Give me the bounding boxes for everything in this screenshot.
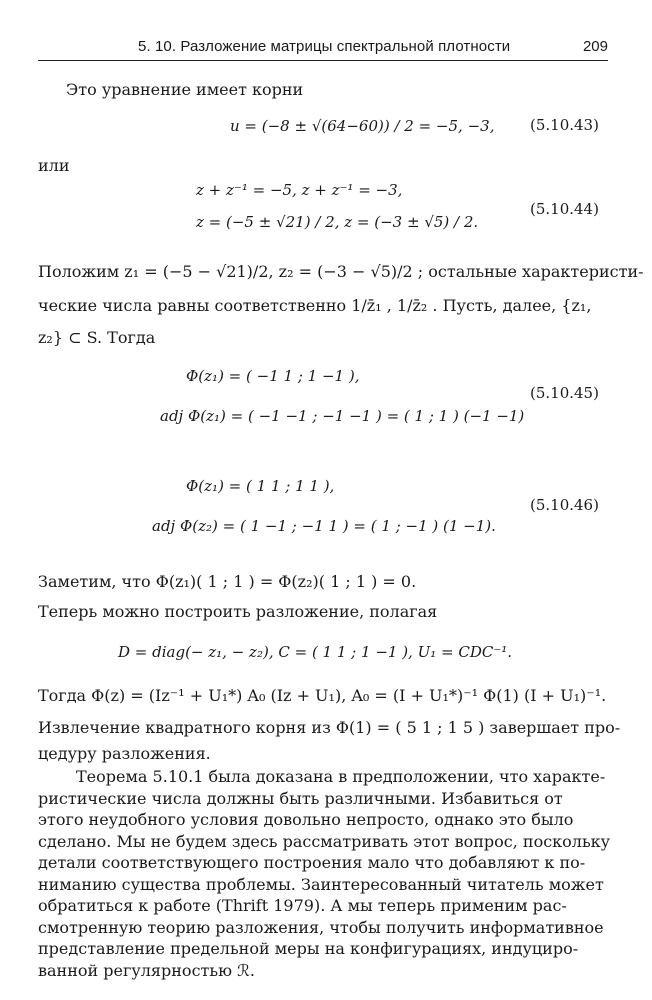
equation-number-5-10-45: (5.10.45) <box>530 384 599 402</box>
equation-5-10-46-line-2: adj Φ(z₂) = ( 1 −1 ; −1 1 ) = ( 1 ; −1 ) (1 −1). <box>152 517 496 535</box>
paragraph-line: представление предельной меры на конфигурациях, индуциро- <box>38 939 579 958</box>
let-line-3: z₂} ⊂ S. Тогда <box>38 328 156 347</box>
paragraph-line: детали соответствующего построения мало что добавляют к по- <box>38 853 586 872</box>
intro-text: Это уравнение имеет корни <box>66 80 304 99</box>
equation-5-10-45-line-2: adj Φ(z₁) = ( −1 −1 ; −1 −1 ) = ( 1 ; 1 ) (−1 −1) <box>160 407 525 425</box>
paragraph-line: сделано. Мы не будем здесь рассматривать этот вопрос, поскольку <box>38 831 611 851</box>
equation-5-10-45-line-1: Φ(z₁) = ( −1 1 ; 1 −1 ), <box>186 367 360 385</box>
equation-number-5-10-46: (5.10.46) <box>530 496 599 514</box>
equation-number-5-10-44: (5.10.44) <box>530 200 599 218</box>
sqrt-line-1: Извлечение квадратного корня из Φ(1) = ( 5 1 ; 1 5 ) завершает про- <box>38 718 621 737</box>
sqrt-line-2: цедуру разложения. <box>38 744 211 763</box>
equation-5-10-44-line-1: z + z⁻¹ = −5, z + z⁻¹ = −3, <box>196 181 403 199</box>
let-line-2: ческие числа равны соответственно 1/z̄₁ , 1/z̄₂ . Пусть, далее, {z₁, <box>38 296 592 315</box>
equation-5-10-44-line-2: z = (−5 ± √21) / 2, z = (−3 ± √5) / 2. <box>196 213 479 231</box>
decomposition-equation: D = diag(− z₁, − z₂), C = ( 1 1 ; 1 −1 ), U₁ = CDC⁻¹. <box>118 643 513 661</box>
running-header <box>38 38 608 61</box>
or-text: или <box>38 156 70 175</box>
now-line: Теперь можно построить разложение, полагая <box>38 602 438 621</box>
equation-number-5-10-43: (5.10.43) <box>530 116 599 134</box>
let-line-1: Положим z₁ = (−5 − √21)/2, z₂ = (−3 − √5)/2 ; остальные характеристи- <box>38 262 644 281</box>
paragraph-line: ванной регулярностью ℛ. <box>38 960 255 980</box>
paragraph-theorem <box>38 766 610 981</box>
paragraph-line: ристические числа должны быть различными. Избавиться от <box>38 788 563 808</box>
equation-5-10-46-line-1: Φ(z₁) = ( 1 1 ; 1 1 ), <box>186 477 335 495</box>
paragraph-line: этого неудобного условия довольно непросто, однако это было <box>38 810 574 829</box>
header-title: 5. 10. Разложение матрицы спектральной плотности <box>138 38 511 55</box>
paragraph-line: смотренную теорию разложения, чтобы получить информативное <box>38 917 604 937</box>
paragraph-line: Теорема 5.10.1 была доказана в предположении, что характе- <box>76 767 606 786</box>
paragraph-line: обратиться к работе (Thrift 1979). А мы теперь применим рас- <box>38 896 567 915</box>
paragraph-line: ниманию существа проблемы. Заинтересованный читатель может <box>38 874 604 894</box>
note-line: Заметим, что Φ(z₁)( 1 ; 1 ) = Φ(z₂)( 1 ; 1 ) = 0. <box>38 572 417 591</box>
then-line: Тогда Φ(z) = (Iz⁻¹ + U₁*) A₀ (Iz + U₁), A₀ = (I + U₁*)⁻¹ Φ(1) (I + U₁)⁻¹. <box>38 686 607 705</box>
page-number: 209 <box>582 38 608 55</box>
equation-5-10-43: u = (−8 ± √(64−60)) / 2 = −5, −3, <box>230 117 495 135</box>
